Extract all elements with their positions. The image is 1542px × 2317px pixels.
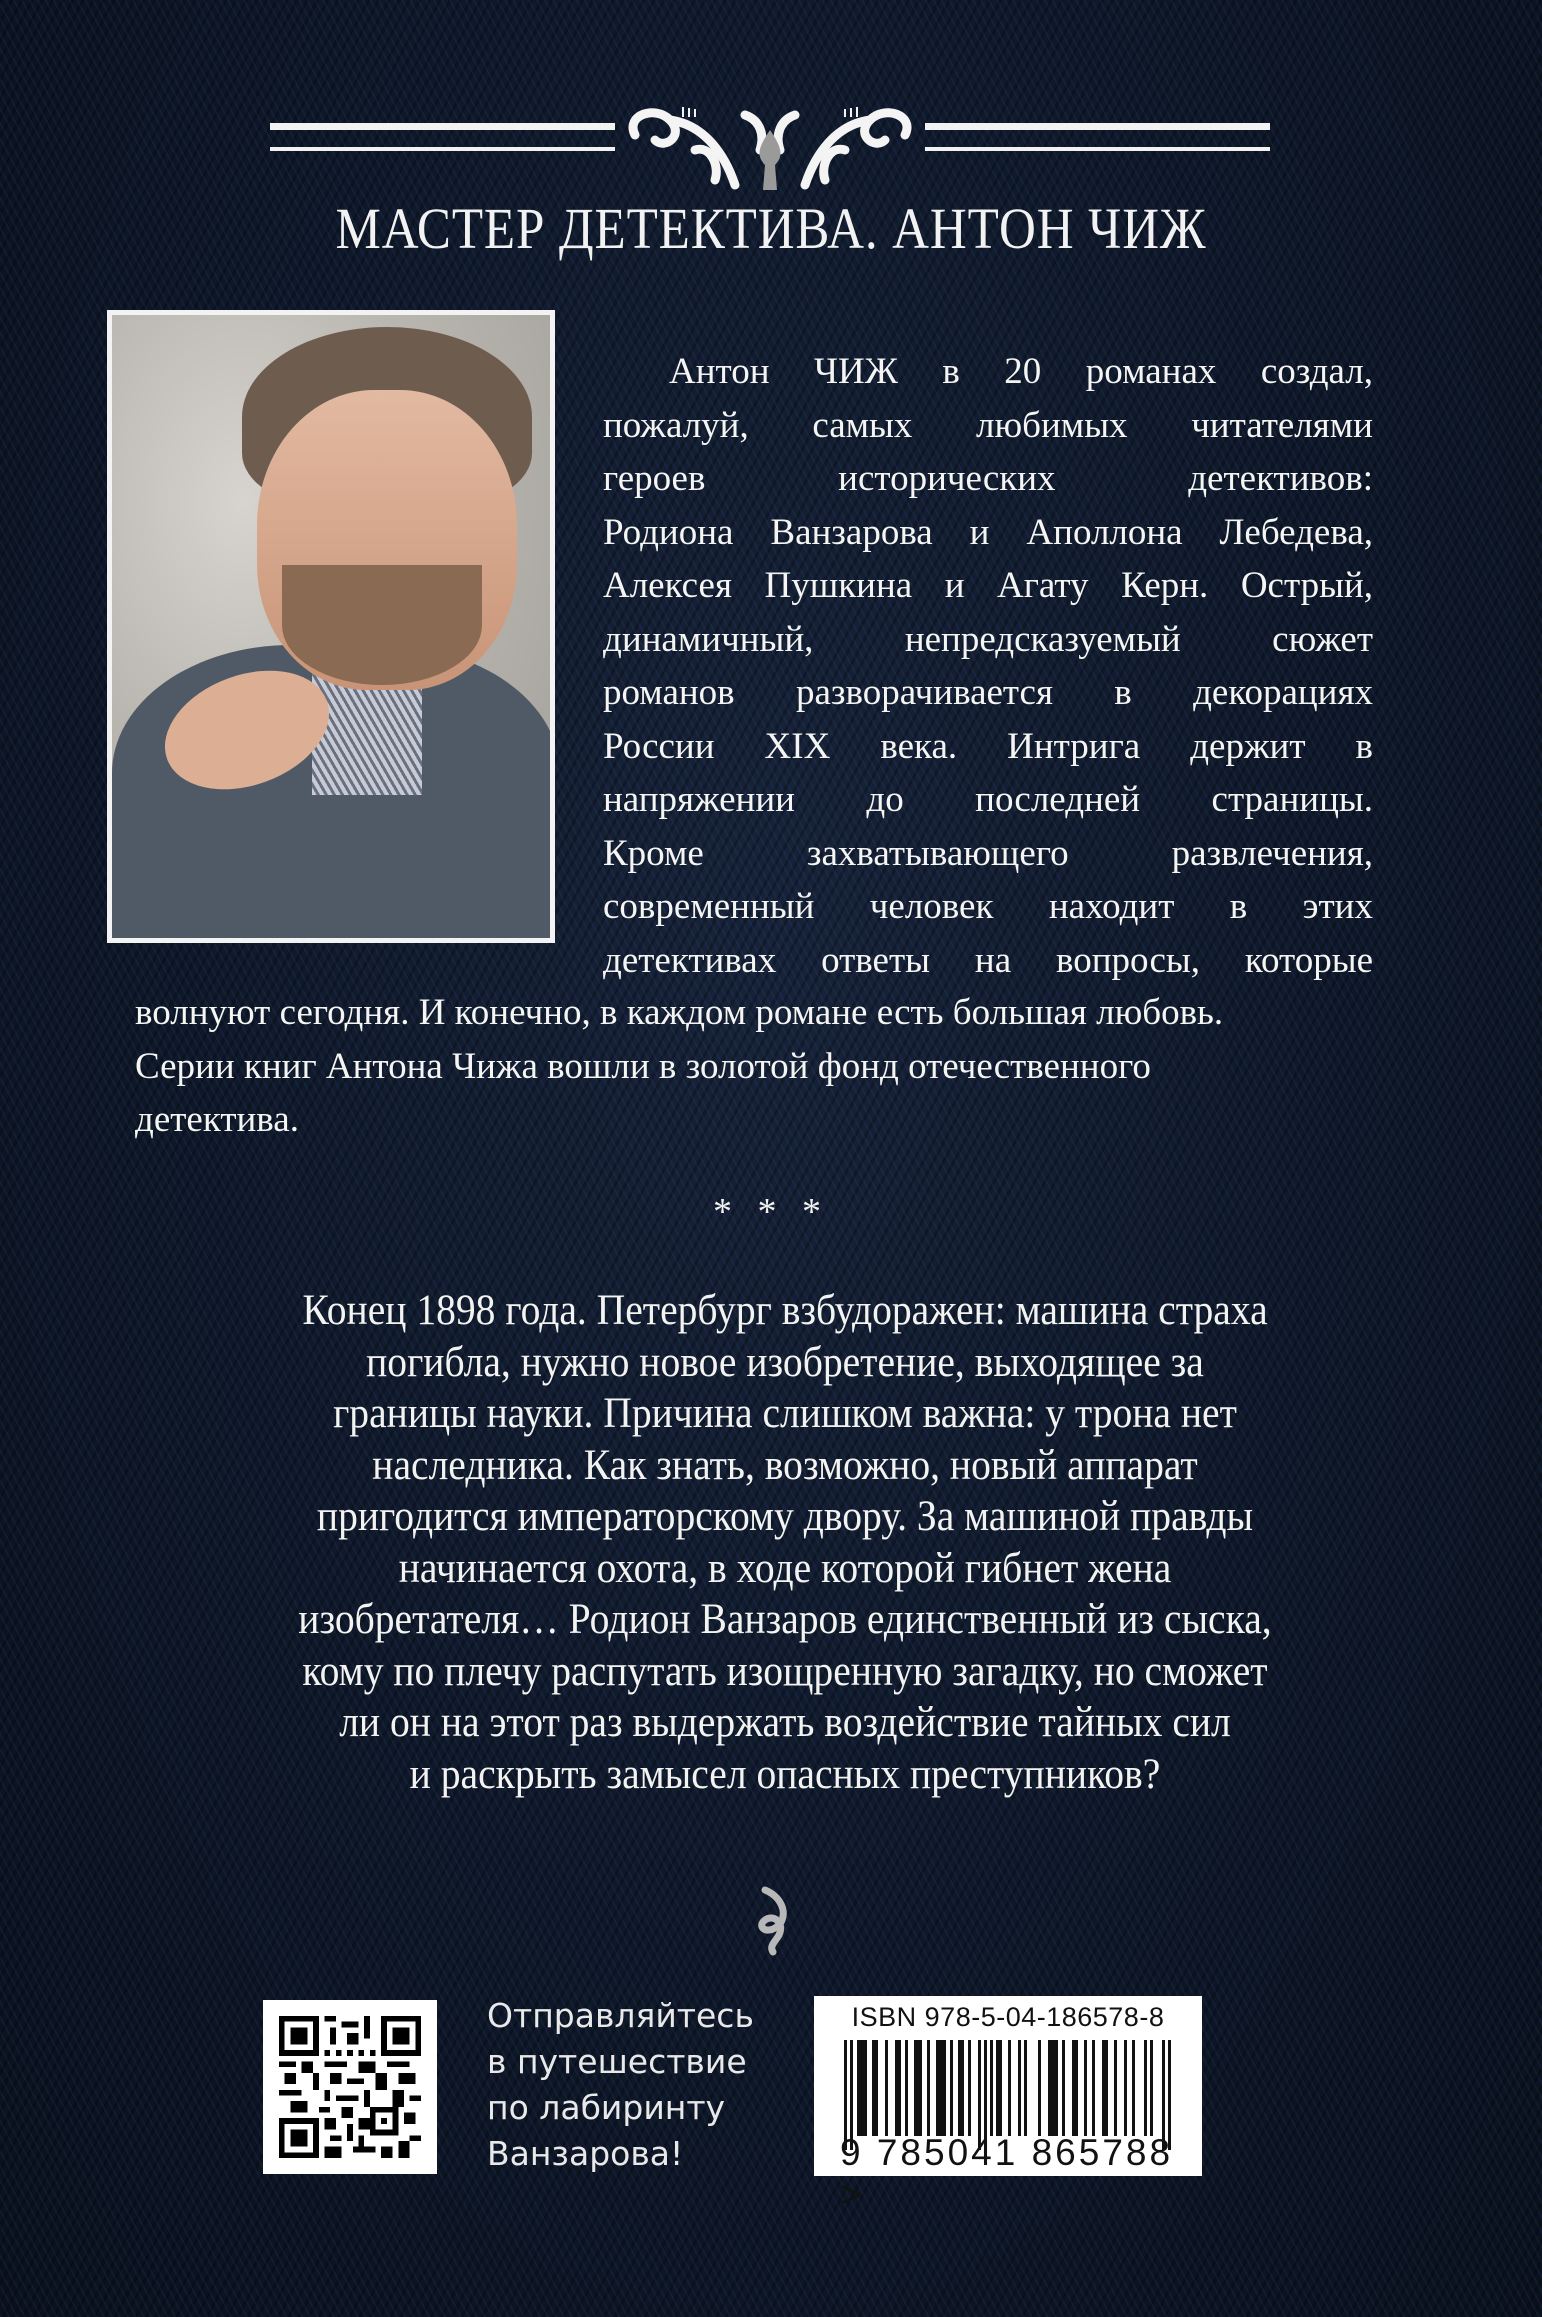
bio-line: героев исторических детективов:: [603, 458, 1373, 499]
annotation-line: кому по плечу распутать изощренную загадку, но сможет: [302, 1647, 1268, 1695]
qr-caption: [487, 1993, 754, 2177]
annotation-line: наследника. Как знать, возможно, новый аппарат: [372, 1441, 1198, 1489]
annotation-line: и раскрыть замысел опасных преступников?: [409, 1750, 1161, 1798]
qr-code[interactable]: [263, 2000, 437, 2174]
bio-line: Антон ЧИЖ в 20 романах создал,: [669, 351, 1373, 392]
bio-line: современный человек находит в этих: [603, 886, 1373, 927]
bio-line: динамичный, непредсказуемый сюжет: [603, 618, 1373, 660]
book-annotation: [160, 1285, 1410, 1800]
divider-line-right-thick: [925, 123, 1270, 130]
annotation-line: Конец 1898 года. Петербург взбудоражен: машина страха: [302, 1287, 1268, 1334]
eksmo-logo-icon: [745, 1880, 795, 1960]
annotation-line: границы науки. Причина слишком важна: у трона нет: [333, 1390, 1237, 1437]
qr-caption-line: в путешествие: [487, 2042, 747, 2081]
qr-caption-line: по лабиринту: [487, 2088, 726, 2127]
bio-line: детектива.: [135, 1099, 299, 1140]
annotation-line: начинается охота, в ходе которой гибнет жена: [398, 1544, 1172, 1592]
bio-line: романов разворачивается в декорациях: [603, 672, 1373, 713]
bio-line: Алексея Пушкина и Агату Керн. Острый,: [603, 565, 1373, 606]
bio-line: пожалуй, самых любимых читателями: [603, 404, 1373, 446]
bio-line: детективах ответы на вопросы, которые: [603, 939, 1373, 981]
annotation-line: пригодится императорскому двору. За машиной правды: [316, 1493, 1254, 1540]
bio-line: волнуют сегодня. И конечно, в каждом романе есть большая любовь.: [135, 992, 1224, 1033]
isbn-barcode: [814, 1996, 1202, 2215]
bio-line: Родиона Ванзарова и Аполлона Лебедева,: [603, 511, 1373, 553]
annotation-line: изобретателя… Родион Ванзаров единственный из сыска,: [298, 1596, 1272, 1643]
divider-line-left-thin: [270, 147, 615, 151]
bio-line: России XIX века. Интрига держит в: [603, 725, 1373, 767]
annotation-line: погибла, нужно новое изобретение, выходящее за: [366, 1338, 1204, 1386]
author-bio-column: [603, 345, 1373, 987]
section-separator: * * *: [713, 1191, 829, 1233]
author-photo-frame: [107, 310, 555, 943]
series-title: МАСТЕР ДЕТЕКТИВА. АНТОН ЧИЖ: [335, 196, 1207, 261]
isbn-label: ISBN 978-5-04-186578-8: [851, 2002, 1165, 2032]
ornament-divider: [270, 95, 1270, 195]
author-bio-full: [135, 986, 1375, 1147]
barcode-digits: 9 785041 865788 >: [840, 2132, 1174, 2215]
scrollwork-ornament-icon: [615, 95, 925, 195]
divider-line-left-thick: [270, 123, 615, 130]
qr-caption-line: Ванзарова!: [487, 2134, 684, 2173]
bio-line: напряжении до последней страницы.: [603, 779, 1373, 820]
photo-beard: [282, 565, 482, 685]
qr-code-icon: [279, 2016, 421, 2158]
annotation-line: ли он на этот раз выдержать воздействие тайных сил: [339, 1699, 1231, 1746]
author-photo: [112, 315, 550, 938]
bio-line: Кроме захватывающего развлечения,: [603, 832, 1373, 874]
divider-line-right-thin: [925, 147, 1270, 151]
qr-caption-line: Отправляйтесь: [487, 1996, 754, 2035]
bio-line: Серии книг Антона Чижа вошли в золотой фонд отечественного: [135, 1045, 1151, 1087]
